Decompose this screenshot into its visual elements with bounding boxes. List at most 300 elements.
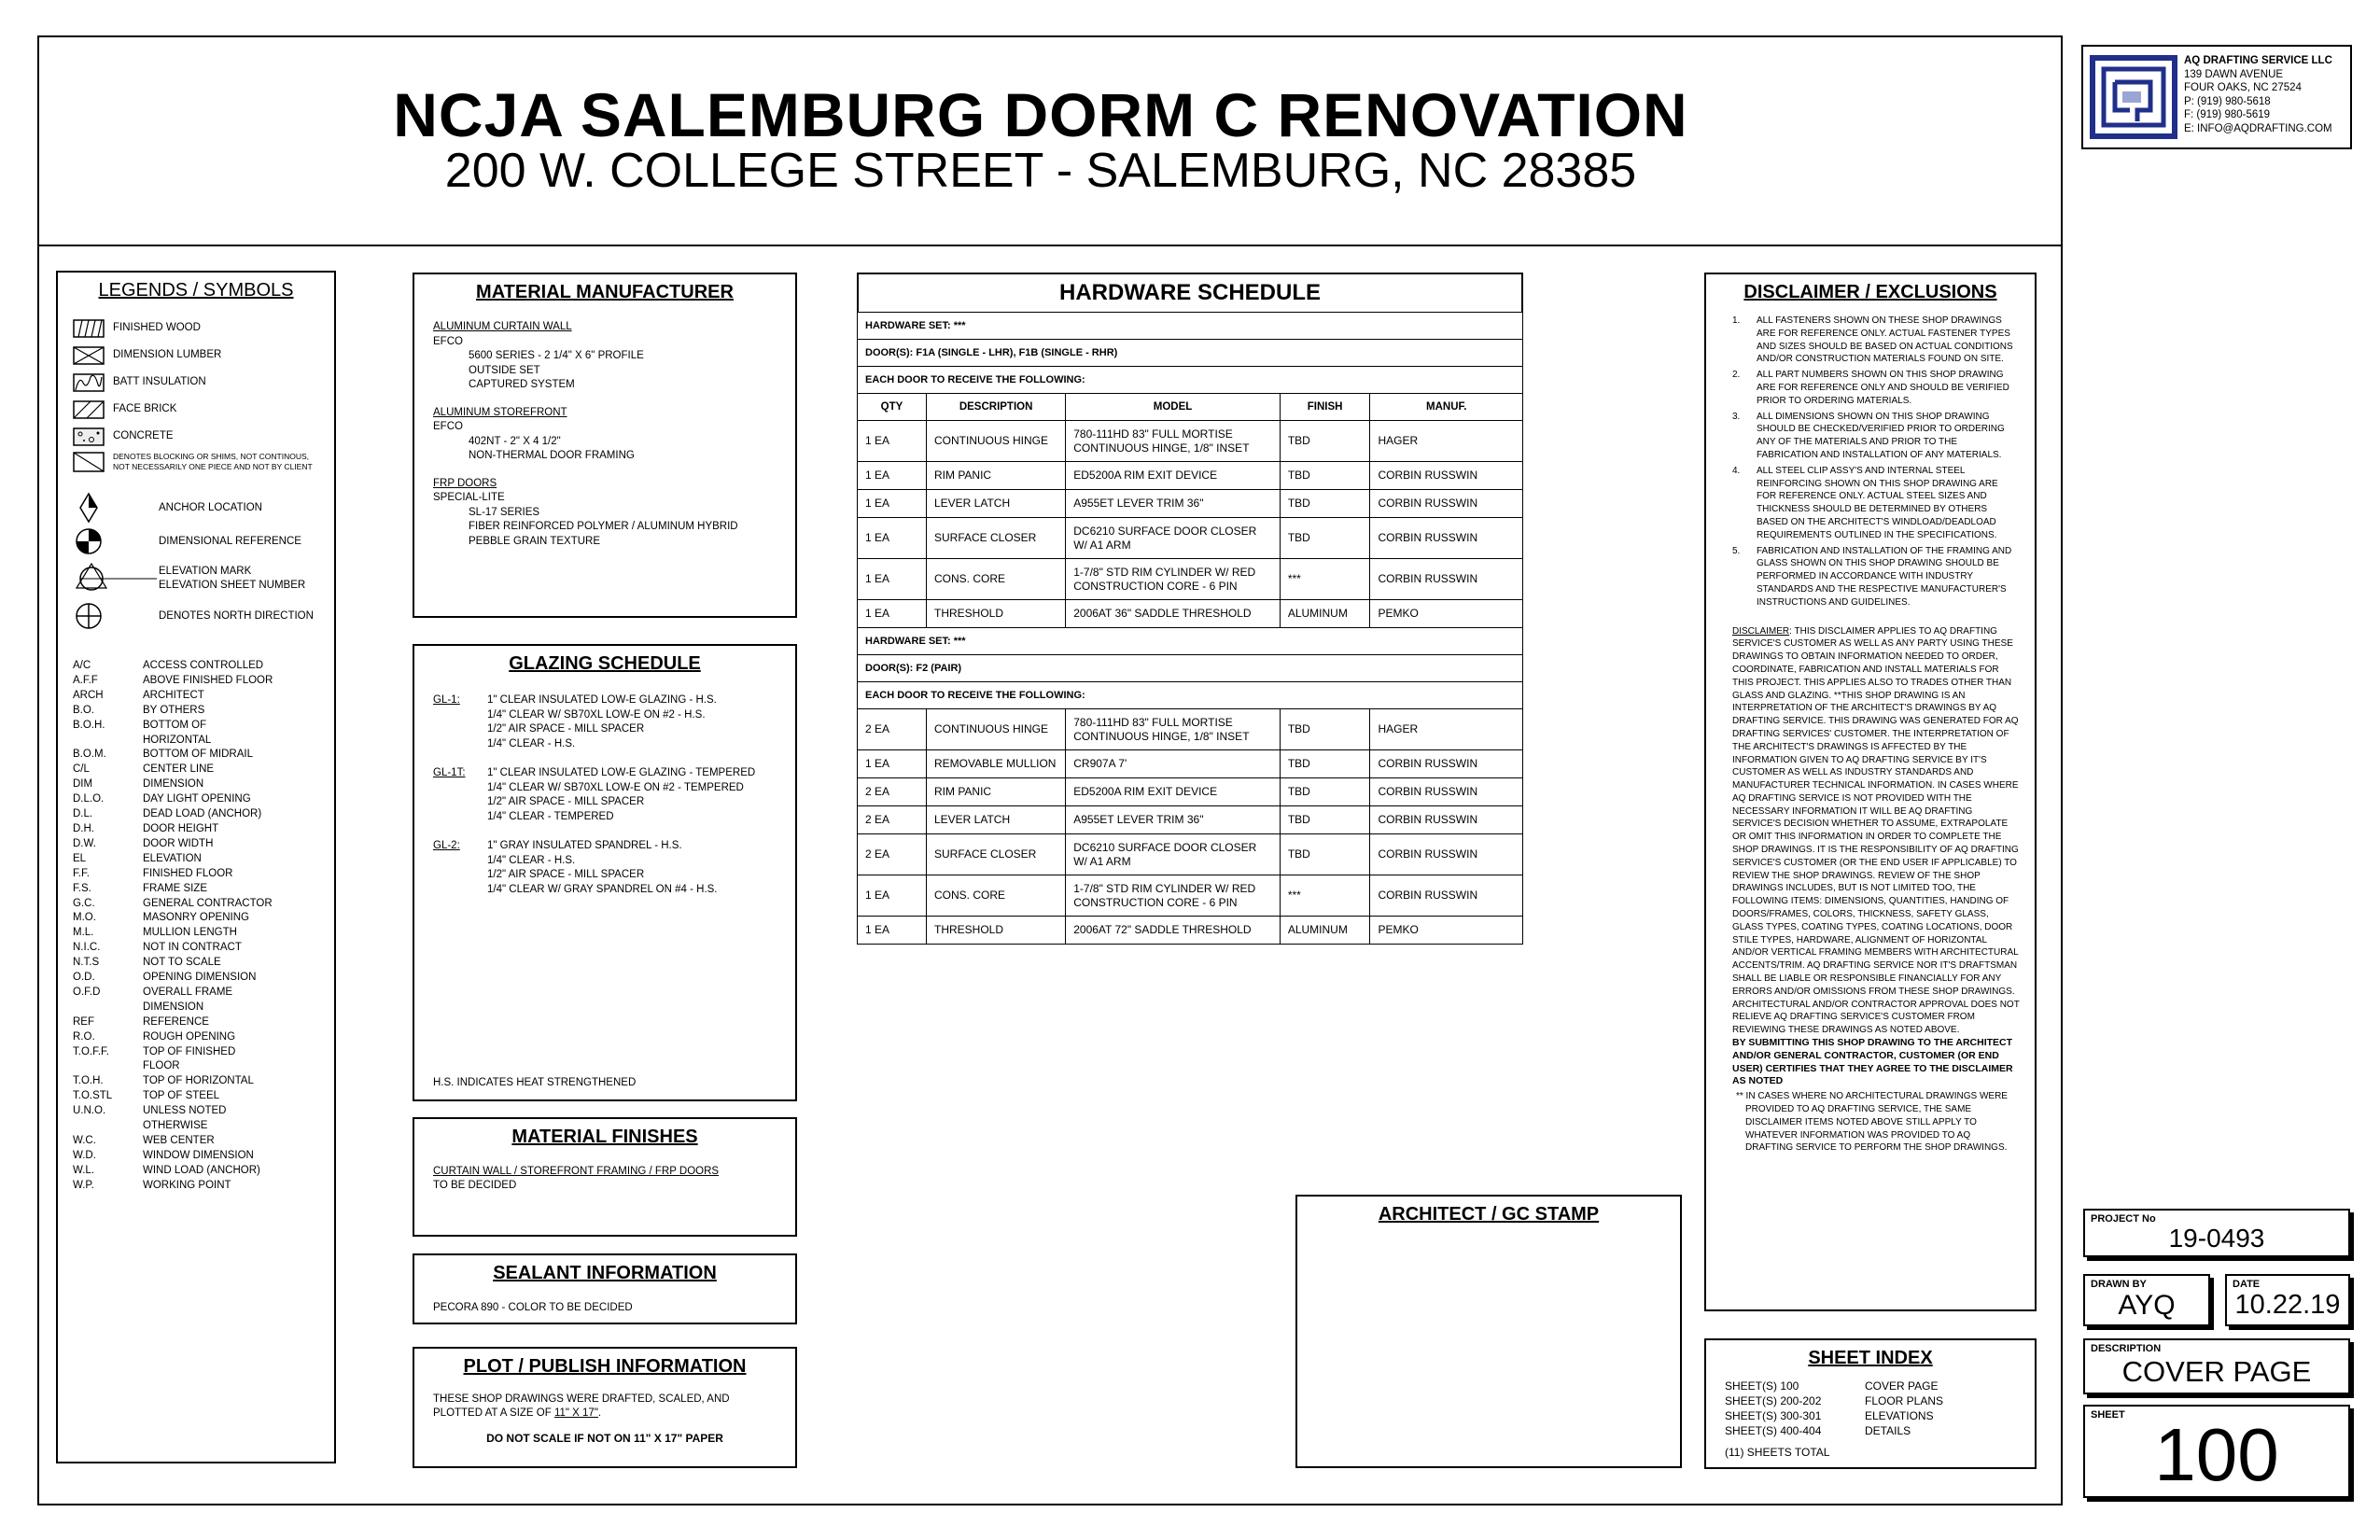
- hardware-cell: ***: [1280, 559, 1370, 600]
- hardware-cell: A955ET LEVER TRIM 36": [1066, 806, 1281, 834]
- abbreviation-value: NOT IN CONTRACT: [143, 942, 242, 954]
- legend-concrete: [73, 423, 334, 450]
- hardware-cell: TBD: [1280, 806, 1370, 834]
- hardware-cell: CORBIN RUSSWIN: [1370, 834, 1523, 875]
- hardware-row: [858, 778, 1523, 806]
- sheet-index-sheet: SHEET(S) 400-404: [1725, 1424, 1822, 1437]
- sheet-index-desc: FLOOR PLANS: [1865, 1394, 1944, 1407]
- abbreviation-row: [73, 926, 334, 941]
- disclaimer-item: [1730, 315, 2020, 366]
- disclaimer-bold: BY SUBMITTING THIS SHOP DRAWING TO THE ARCHITECT AND/OR GENERAL CONTRACTOR, CUSTOMER (OR END USER) CERTIFIES THAT THEY AGREE TO THE DISCLAIMER AS NOTED: [1732, 1037, 2013, 1087]
- abbreviation-value: ARCHITECT: [143, 689, 204, 701]
- hardware-row: [858, 600, 1523, 628]
- hardware-cell: 1 EA: [858, 750, 927, 778]
- project-title: NCJA SALEMBURG DORM C RENOVATION: [393, 80, 1688, 149]
- glazing-note: H.S. INDICATES HEAT STRENGTHENED: [433, 1077, 637, 1088]
- hardware-cell: RIM PANIC: [926, 778, 1065, 806]
- abbreviation-row: [73, 1149, 334, 1164]
- hardware-cell: 1 EA: [858, 917, 927, 945]
- hardware-cell: 2 EA: [858, 834, 927, 875]
- manufacturer-line: PEBBLE GRAIN TEXTURE: [469, 535, 601, 547]
- hardware-row: [858, 559, 1523, 600]
- plot-size: 11" X 17": [553, 1407, 598, 1419]
- abbreviation-key: F.F.: [73, 867, 90, 879]
- company-line: 139 DAWN AVENUE: [2184, 68, 2284, 80]
- disclaimer-title: DISCLAIMER / EXCLUSIONS: [1743, 282, 1997, 302]
- hardware-cell: TBD: [1280, 518, 1370, 559]
- blocking-icon: [73, 452, 105, 472]
- hardware-doors: DOOR(S): F2 (PAIR): [858, 655, 1523, 682]
- hardware-cell: CONTINUOUS HINGE: [926, 421, 1065, 462]
- legend-title: LEGENDS / SYMBOLS: [98, 280, 294, 301]
- concrete-icon: [73, 427, 105, 446]
- abbreviation-key: D.W.: [73, 837, 96, 849]
- abbreviation-row: [73, 748, 334, 763]
- hardware-cell: CONS. CORE: [926, 559, 1065, 600]
- sheet-number: 100: [2154, 1413, 2279, 1496]
- disclaimer-item-text: ALL FASTENERS SHOWN ON THESE SHOP DRAWINGS ARE FOR REFERENCE ONLY. ACTUAL FASTENER TYPES AND SIZES SHOULD BE BASED ON ACTUAL CONDITIONS AND/OR CONSTRUCTION MATERIALS FOUND ON SITE.: [1757, 315, 2013, 365]
- glazing-line: 1/4" CLEAR W/ GRAY SPANDREL ON #4 - H.S.: [487, 883, 718, 895]
- abbreviation-row: [73, 837, 334, 852]
- abbreviation-value: ROUGH OPENING: [143, 1030, 236, 1043]
- hardware-cell: SURFACE CLOSER: [926, 834, 1065, 875]
- abbreviation-key: U.N.O.: [73, 1105, 106, 1117]
- disclaimer-panel: [1704, 273, 2037, 1311]
- glazing-item: [433, 693, 777, 751]
- legend-panel: [56, 271, 336, 1463]
- glazing-item: [433, 839, 777, 897]
- abbreviation-key: N.I.C.: [73, 942, 101, 954]
- abbreviation-row: [73, 822, 334, 837]
- hardware-cell: ALUMINUM: [1280, 600, 1370, 628]
- hardware-set-label-row: [858, 628, 1523, 655]
- hardware-cell: 780-111HD 83" FULL MORTISE CONTINUOUS HINGE, 1/8" INSET: [1066, 709, 1281, 750]
- project-address: 200 W. COLLEGE STREET - SALEMBURG, NC 28385: [444, 144, 1637, 198]
- abbreviation-key: REF: [73, 1015, 94, 1028]
- manufacturer-line: 5600 SERIES - 2 1/4" X 6" PROFILE: [469, 350, 644, 361]
- abbreviation-row: [73, 1030, 334, 1045]
- abbreviation-value: WIND LOAD (ANCHOR): [143, 1164, 260, 1176]
- abbreviation-value: WORKING POINT: [143, 1179, 231, 1191]
- hardware-cell: 2 EA: [858, 806, 927, 834]
- hardware-title: HARDWARE SCHEDULE: [857, 273, 1523, 312]
- manufacturer-heading: ALUMINUM STOREFRONT: [433, 406, 567, 418]
- hardware-set-label-row: [858, 313, 1523, 340]
- north-arrow-icon: [73, 600, 105, 632]
- hardware-cell: TBD: [1280, 490, 1370, 518]
- blocking-note: DENOTES BLOCKING OR SHIMS, NOT CONTINOUS, NOT NECESSARILY ONE PIECE AND NOT BY CLIENT: [113, 452, 313, 471]
- hardware-cell: ED5200A RIM EXIT DEVICE: [1066, 778, 1281, 806]
- abbreviation-key: B.O.M.: [73, 749, 106, 761]
- disclaimer-item-number: 2.: [1732, 370, 1741, 381]
- glazing-schedule-title: GLAZING SCHEDULE: [509, 653, 701, 674]
- hardware-cell: REMOVABLE MULLION: [926, 750, 1065, 778]
- abbreviation-key: N.T.S: [73, 957, 100, 969]
- hardware-cell: 1 EA: [858, 462, 927, 490]
- dimensional-reference-icon: [73, 525, 105, 557]
- hardware-cell: 1-7/8" STD RIM CYLINDER W/ RED CONSTRUCTION CORE - 6 PIN: [1066, 875, 1281, 917]
- hardware-row: [858, 917, 1523, 945]
- abbreviation-row: [73, 674, 334, 689]
- elevation-mark-icon: [73, 560, 157, 597]
- glazing-line: 1/4" CLEAR W/ SB70XL LOW-E ON #2 - TEMPERED: [487, 781, 744, 793]
- abbreviation-value: BOTTOM OF MIDRAIL: [143, 749, 253, 761]
- abbreviation-row: [73, 1134, 334, 1149]
- manufacturer-line: 402NT - 2" X 4 1/2": [469, 435, 561, 447]
- abbreviation-row: [73, 807, 334, 822]
- abbreviation-row: [73, 1089, 334, 1104]
- disclaimer-item-number: 5.: [1732, 545, 1741, 556]
- title-divider: [37, 245, 2063, 246]
- legend-label: FINISHED WOOD: [113, 322, 201, 333]
- hardware-set-label: HARDWARE SET: ***: [858, 628, 1523, 655]
- disclaimer-label: DISCLAIMER: [1732, 625, 1790, 637]
- legend-batt-insulation: [73, 369, 334, 396]
- abbreviation-key: D.L.O.: [73, 793, 105, 805]
- sheet-index-desc: COVER PAGE: [1865, 1379, 1939, 1393]
- date: 10.22.19: [2234, 1290, 2341, 1320]
- hardware-cell: TBD: [1280, 750, 1370, 778]
- abbreviation-row: [73, 1104, 334, 1134]
- face-brick-icon: [73, 400, 105, 419]
- hardware-table: [857, 312, 1523, 945]
- disclaimer-item: [1730, 369, 2020, 407]
- abbreviation-value: BY OTHERS: [143, 704, 205, 716]
- material-finishes-panel: [413, 1117, 797, 1237]
- legend-label: CONCRETE: [113, 430, 174, 441]
- abbreviation-key: T.O.STL: [73, 1090, 113, 1102]
- material-finishes-title: MATERIAL FINISHES: [511, 1127, 698, 1147]
- abbreviation-row: [73, 897, 334, 912]
- abbreviation-row: [73, 719, 334, 749]
- hardware-row: [858, 875, 1523, 917]
- abbreviation-key: W.L.: [73, 1164, 95, 1176]
- hardware-cell: CORBIN RUSSWIN: [1370, 518, 1523, 559]
- legend-label: BATT INSULATION: [113, 376, 206, 387]
- material-manufacturer-panel: [413, 273, 797, 618]
- abbreviation-key: D.L.: [73, 808, 93, 820]
- hardware-cell: DC6210 SURFACE DOOR CLOSER W/ A1 ARM: [1066, 834, 1281, 875]
- disclaimer-item-number: 1.: [1732, 315, 1741, 326]
- abbreviation-row: [73, 852, 334, 867]
- abbreviation-row: [73, 1164, 334, 1179]
- hardware-cell: CORBIN RUSSWIN: [1370, 490, 1523, 518]
- hardware-row: [858, 462, 1523, 490]
- hardware-cell: 1 EA: [858, 559, 927, 600]
- abbreviation-row: [73, 792, 334, 807]
- project-number-box: PROJECT No 19-0493: [2083, 1209, 2350, 1257]
- abbreviation-value: ACCESS CONTROLLED: [143, 660, 264, 671]
- hardware-doors-row: [858, 655, 1523, 682]
- glazing-line: 1/4" CLEAR - TEMPERED: [487, 810, 614, 822]
- abbreviation-row: [73, 867, 334, 882]
- abbreviation-row: [73, 1045, 334, 1075]
- glazing-line: 1/4" CLEAR - H.S.: [487, 737, 576, 749]
- hardware-cell: 1 EA: [858, 600, 927, 628]
- hardware-column-header: MODEL: [1066, 394, 1281, 421]
- disclaimer-item-text: ALL DIMENSIONS SHOWN ON THIS SHOP DRAWING SHOULD BE CHECKED/VERIFIED PRIOR TO ORDERING ANY OF THE MATERIALS AND PRIOR TO THE FABRICATION AND INSTALLATION OF ANY MATERIALS.: [1757, 411, 2005, 460]
- hardware-cell: TBD: [1280, 462, 1370, 490]
- abbreviation-row: [73, 704, 334, 719]
- abbreviation-value: DIMENSION: [143, 778, 204, 791]
- sheet-total: (11) SHEETS TOTAL: [1725, 1446, 1830, 1459]
- abbreviation-row: [73, 1015, 334, 1030]
- manufacturer-group: [433, 406, 777, 464]
- sheet-index-sheet: SHEET(S) 100: [1725, 1379, 1799, 1393]
- manufacturer-name: EFCO: [433, 421, 463, 432]
- description-box: DESCRIPTION COVER PAGE: [2083, 1338, 2350, 1394]
- sheet-index-row: [1725, 1408, 2035, 1423]
- hardware-cell: 2006AT 72" SADDLE THRESHOLD: [1066, 917, 1281, 945]
- hardware-schedule: [857, 273, 1523, 945]
- abbreviation-key: W.D.: [73, 1149, 96, 1161]
- hardware-row: [858, 750, 1523, 778]
- company-logo: [2089, 54, 2182, 143]
- manufacturer-name: EFCO: [433, 335, 463, 347]
- architect-stamp-panel: [1295, 1195, 1682, 1468]
- abbreviation-value: GENERAL CONTRACTOR: [143, 897, 273, 909]
- hardware-row: [858, 806, 1523, 834]
- abbreviation-value: UNLESS NOTED OTHERWISE: [143, 1105, 227, 1132]
- legend-north-direction: DENOTES NORTH DIRECTION: [73, 599, 334, 633]
- sheet-index-desc: ELEVATIONS: [1865, 1409, 1934, 1422]
- hardware-each-row: [858, 682, 1523, 709]
- legend-face-brick: [73, 396, 334, 423]
- hardware-cell: A955ET LEVER TRIM 36": [1066, 490, 1281, 518]
- abbreviation-key: W.C.: [73, 1135, 96, 1146]
- legend-dimensional-reference: DIMENSIONAL REFERENCE: [73, 525, 334, 558]
- abbreviation-row: [73, 1179, 334, 1194]
- hardware-cell: CORBIN RUSSWIN: [1370, 778, 1523, 806]
- hardware-set-label: HARDWARE SET: ***: [858, 313, 1523, 340]
- company-line: P: (919) 980-5618: [2184, 95, 2271, 107]
- hardware-cell: 1 EA: [858, 490, 927, 518]
- hardware-cell: TBD: [1280, 834, 1370, 875]
- finishes-value: TO BE DECIDED: [433, 1180, 517, 1191]
- abbreviation-key: A.F.F: [73, 674, 98, 686]
- abbreviation-key: B.O.H.: [73, 719, 105, 731]
- hardware-header-row: [858, 394, 1523, 421]
- hardware-row: [858, 518, 1523, 559]
- disclaimer-item-number: 3.: [1732, 411, 1741, 422]
- dimension-lumber-icon: [73, 346, 105, 365]
- batt-insulation-icon: [73, 373, 105, 392]
- abbreviation-value: DAY LIGHT OPENING: [143, 793, 251, 805]
- abbreviation-value: CENTER LINE: [143, 763, 215, 776]
- abbreviation-key: O.D.: [73, 972, 95, 984]
- disclaimer-text: : THIS DISCLAIMER APPLIES TO AQ DRAFTING SERVICE'S CUSTOMER AS WELL AS ANY PARTY USING THESE DRAWINGS TO OBTAIN INFORMATION NEEDED TO ORDER, COORDINATE, FABRICATION AND INSTALL MATERIALS FOR THIS PROJECT. THIS APPLIES ALSO TO TRADES OTHER THAN GLASS AND GLAZING. **THIS SHOP DRAWING IS AN INTERPRETATION OF THE ARCHITECT'S DRAWINGS BY AQ DRAFTING SERVICE. THIS DRAWING WAS GENERATED FOR AQ DRAFTING SERVICES' CUSTOMER. THE INTERPRETATION OF THE ARCHITECT'S DRAWINGS IS AFFECTED BY THE INFORMATION GIVEN TO AQ DRAFTING SERVICE BY IT'S CUSTOMER AS WELL AS INDUSTRY STANDARDS AND MANUFACTURER TECHNICAL INFORMATION. IN CASES WHERE AQ DRAFTING SERVICE IS NOT PROVIDED WITH THE NECESSARY INFORMATION IT WILL BE AQ DRAFTING SERVICE'S DECISION WHETHER TO ASSUME, EXTRAPOLATE OR OMIT THIS INFORMATION IN ORDER TO COMPLETE THE SHOP DRAWINGS. IT IS THE RESPONSIBILITY OF AQ DRAFTING SERVICE'S CUSTOMER (OR THE END USER IF APPLICABLE) TO REVIEW THE SHOP DRAWINGS. REVIEW OF THE SHOP DRAWINGS INCLUDES, BUT IS NOT LIMITED TOO, THE FOLLOWING ITEMS: DIMENSIONS, QUANTITIES, HANDING OF DOORS/FRAMES, COLORS, THICKNESS, SAFETY GLASS, GLASS TYPES, COATING TYPES, COATING LOCATIONS, DOOR STILE TYPES, HARDWARE, ALIGNMENT OF HORIZONTAL AND/OR VERTICAL FRAMING MEMBERS WITH ARCHITECTURAL ACCENTS/TRIM. AQ DRAFTING SERVICE NOR IT'S DRAFTSMAN SHALL BE LIABLE OR RESPONSIBLE FINANCIALLY FOR ANY ERRORS AND/OR OMISSIONS FROM THESE SHOP DRAWINGS. ARCHITECTURAL AND/OR CONTRACTOR APPROVAL DOES NOT RELIEVE AQ DRAFTING SERVICE'S CUSTOMER FROM REVIEWING THESE DRAWINGS AS NOTED ABOVE.: [1732, 625, 2020, 1036]
- abbreviation-key: EL: [73, 852, 87, 864]
- hardware-cell: CONTINUOUS HINGE: [926, 709, 1065, 750]
- plot-title: PLOT / PUBLISH INFORMATION: [463, 1356, 747, 1377]
- hardware-cell: CR907A 7': [1066, 750, 1281, 778]
- hardware-cell: CORBIN RUSSWIN: [1370, 806, 1523, 834]
- abbreviation-key: B.O.: [73, 704, 95, 716]
- abbreviation-value: DOOR HEIGHT: [143, 822, 219, 834]
- abbreviation-key: C/L: [73, 763, 90, 776]
- hardware-cell: LEVER LATCH: [926, 490, 1065, 518]
- glazing-key: GL-2:: [433, 840, 460, 851]
- sealant-value: PECORA 890 - COLOR TO BE DECIDED: [433, 1302, 633, 1313]
- abbreviation-value: MULLION LENGTH: [143, 927, 237, 939]
- abbreviation-key: A/C: [73, 660, 91, 671]
- finished-wood-icon: [73, 319, 105, 338]
- manufacturer-line: OUTSIDE SET: [469, 364, 540, 376]
- disclaimer-item: [1730, 545, 2020, 609]
- hardware-cell: 1 EA: [858, 518, 927, 559]
- legend-dimension-lumber: [73, 342, 334, 369]
- project-number: 19-0493: [2168, 1224, 2265, 1253]
- disclaimer-item: [1730, 411, 2020, 462]
- hardware-row: [858, 421, 1523, 462]
- abbreviation-row: [73, 971, 334, 986]
- hardware-cell: PEMKO: [1370, 917, 1523, 945]
- hardware-cell: PEMKO: [1370, 600, 1523, 628]
- hardware-cell: RIM PANIC: [926, 462, 1065, 490]
- legend-elevation-mark: ELEVATION MARK ELEVATION SHEET NUMBER: [73, 560, 334, 597]
- abbreviation-key: DIM: [73, 778, 93, 791]
- abbreviation-value: FRAME SIZE: [143, 882, 208, 894]
- abbreviation-key: T.O.H.: [73, 1075, 104, 1087]
- drawn-by-box: DRAWN BY AYQ: [2083, 1274, 2210, 1326]
- anchor-icon: [73, 492, 105, 524]
- hardware-cell: ***: [1280, 875, 1370, 917]
- abbreviation-value: DEAD LOAD (ANCHOR): [143, 808, 262, 820]
- glazing-line: 1/2" AIR SPACE - MILL SPACER: [487, 796, 645, 807]
- abbreviations-list: [73, 659, 334, 1194]
- plot-warning: DO NOT SCALE IF NOT ON 11" X 17" PAPER: [486, 1432, 723, 1445]
- hardware-cell: THRESHOLD: [926, 917, 1065, 945]
- abbreviation-row: [73, 956, 334, 971]
- drawn-by: AYQ: [2118, 1290, 2176, 1321]
- manufacturer-heading: FRP DOORS: [433, 477, 497, 489]
- hardware-cell: CORBIN RUSSWIN: [1370, 462, 1523, 490]
- legend-label: FACE BRICK: [113, 403, 177, 414]
- hardware-cell: DC6210 SURFACE DOOR CLOSER W/ A1 ARM: [1066, 518, 1281, 559]
- manufacturer-group: [433, 320, 777, 393]
- sheet-index-sheet: SHEET(S) 200-202: [1725, 1394, 1822, 1407]
- hardware-each: EACH DOOR TO RECEIVE THE FOLLOWING:: [858, 367, 1523, 394]
- legend-label: DIMENSION LUMBER: [113, 349, 222, 360]
- company-line: F: (919) 980-5619: [2184, 109, 2271, 120]
- abbreviation-key: F.S.: [73, 882, 91, 894]
- abbreviation-row: [73, 777, 334, 792]
- hardware-column-header: MANUF.: [1370, 394, 1523, 421]
- hardware-cell: 1-7/8" STD RIM CYLINDER W/ RED CONSTRUCTION CORE - 6 PIN: [1066, 559, 1281, 600]
- hardware-cell: CONS. CORE: [926, 875, 1065, 917]
- hardware-row: [858, 709, 1523, 750]
- abbreviation-value: WEB CENTER: [143, 1135, 215, 1146]
- abbreviation-key: D.H.: [73, 822, 94, 834]
- abbreviation-key: W.P.: [73, 1179, 94, 1191]
- legend-anchor-location: ANCHOR LOCATION: [73, 491, 334, 525]
- hardware-cell: SURFACE CLOSER: [926, 518, 1065, 559]
- legend-blocking: [73, 452, 334, 472]
- abbreviation-key: G.C.: [73, 897, 95, 909]
- abbreviation-key: O.F.D: [73, 986, 101, 998]
- hardware-cell: CORBIN RUSSWIN: [1370, 750, 1523, 778]
- sealant-panel: [413, 1253, 797, 1324]
- hardware-doors-row: [858, 340, 1523, 367]
- disclaimer-item-text: FABRICATION AND INSTALLATION OF THE FRAMING AND GLASS SHOWN ON THIS SHOP DRAWING SHOULD BE PERFORMED IN ACCORDANCE WITH INDUSTRY STANDARDS AND THE RESPECTIVE MANUFACTURER'S INSTRUCTIONS AND GUIDELINES.: [1757, 545, 2012, 608]
- hardware-cell: LEVER LATCH: [926, 806, 1065, 834]
- hardware-cell: 2 EA: [858, 709, 927, 750]
- date-box: DATE 10.22.19: [2225, 1274, 2350, 1326]
- manufacturer-name: SPECIAL-LITE: [433, 492, 505, 503]
- abbreviation-value: BOTTOM OF HORIZONTAL: [143, 719, 212, 746]
- hardware-cell: TBD: [1280, 421, 1370, 462]
- material-manufacturer-title: MATERIAL MANUFACTURER: [476, 282, 734, 302]
- manufacturer-line: SL-17 SERIES: [469, 506, 540, 518]
- abbreviation-value: ELEVATION: [143, 852, 202, 864]
- abbreviation-value: WINDOW DIMENSION: [143, 1149, 254, 1161]
- hardware-column-header: FINISH: [1280, 394, 1370, 421]
- glazing-item: [433, 766, 777, 824]
- company-name: AQ DRAFTING SERVICE LLC: [2184, 55, 2332, 66]
- abbreviation-row: [73, 763, 334, 777]
- company-line: E: INFO@AQDRAFTING.COM: [2184, 122, 2332, 134]
- disclaimer-item-number: 4.: [1732, 465, 1741, 476]
- abbreviation-key: R.O.: [73, 1030, 95, 1043]
- abbreviation-row: [73, 1074, 334, 1089]
- hardware-cell: TBD: [1280, 709, 1370, 750]
- hardware-cell: 1 EA: [858, 421, 927, 462]
- company-block: [2081, 45, 2352, 149]
- hardware-cell: TBD: [1280, 778, 1370, 806]
- abbreviation-value: REFERENCE: [143, 1015, 209, 1028]
- hardware-row: [858, 490, 1523, 518]
- glazing-key: GL-1T:: [433, 767, 466, 778]
- hardware-each: EACH DOOR TO RECEIVE THE FOLLOWING:: [858, 682, 1523, 709]
- abbreviation-value: DOOR WIDTH: [143, 837, 214, 849]
- legend-finished-wood: [73, 315, 334, 342]
- abbreviation-value: OPENING DIMENSION: [143, 972, 257, 984]
- abbreviation-value: TOP OF STEEL: [143, 1090, 220, 1102]
- manufacturer-group: [433, 477, 777, 550]
- sheet-index-row: [1725, 1423, 2035, 1438]
- glazing-line: 1/2" AIR SPACE - MILL SPACER: [487, 869, 645, 880]
- abbreviation-row: [73, 659, 334, 674]
- hardware-cell: THRESHOLD: [926, 600, 1065, 628]
- hardware-cell: 2 EA: [858, 778, 927, 806]
- company-line: FOUR OAKS, NC 27524: [2184, 82, 2302, 93]
- hardware-doors: DOOR(S): F1A (SINGLE - LHR), F1B (SINGLE - RHR): [858, 340, 1523, 367]
- sheet-index-title: SHEET INDEX: [1808, 1348, 1933, 1368]
- manufacturer-heading: ALUMINUM CURTAIN WALL: [433, 321, 572, 332]
- glazing-line: 1/4" CLEAR W/ SB70XL LOW-E ON #2 - H.S.: [487, 708, 706, 721]
- glazing-line: 1/2" AIR SPACE - MILL SPACER: [487, 723, 645, 735]
- stamp-title: ARCHITECT / GC STAMP: [1378, 1204, 1600, 1225]
- disclaimer-item-text: ALL STEEL CLIP ASSY'S AND INTERNAL STEEL REINFORCING SHOWN ON THIS SHOP DRAWING ARE FOR REFERENCE ONLY. ACTUAL STEEL SIZES AND THICKNESS SHOULD BE DETERMINED BY OTHERS BASED ON THE ARCHITECT'S WINDLOAD/DEADLOAD REQUIREMENTS OUTLINED IN THE SPECIFICATIONS.: [1757, 465, 1998, 540]
- sheet-index-sheet: SHEET(S) 300-301: [1725, 1409, 1822, 1422]
- glazing-line: 1" GRAY INSULATED SPANDREL - H.S.: [487, 840, 682, 851]
- abbreviation-value: ABOVE FINISHED FLOOR: [143, 674, 273, 686]
- abbreviation-key: ARCH: [73, 689, 104, 701]
- hardware-each-row: [858, 367, 1523, 394]
- finishes-heading: CURTAIN WALL / STOREFRONT FRAMING / FRP DOORS: [433, 1166, 720, 1177]
- glazing-key: GL-1:: [433, 694, 460, 706]
- abbreviation-key: M.L.: [73, 927, 94, 939]
- plot-text: THESE SHOP DRAWINGS WERE DRAFTED, SCALED, AND PLOTTED AT A SIZE OF: [433, 1393, 730, 1419]
- abbreviation-row: [73, 689, 334, 704]
- manufacturer-line: NON-THERMAL DOOR FRAMING: [469, 450, 635, 461]
- manufacturer-line: CAPTURED SYSTEM: [469, 379, 575, 390]
- hardware-cell: CORBIN RUSSWIN: [1370, 559, 1523, 600]
- hardware-column-header: QTY: [858, 394, 927, 421]
- glazing-line: 1" CLEAR INSULATED LOW-E GLAZING - TEMPERED: [487, 767, 756, 778]
- abbreviation-value: TOP OF HORIZONTAL: [143, 1075, 254, 1087]
- abbreviation-value: MASONRY OPENING: [143, 912, 249, 924]
